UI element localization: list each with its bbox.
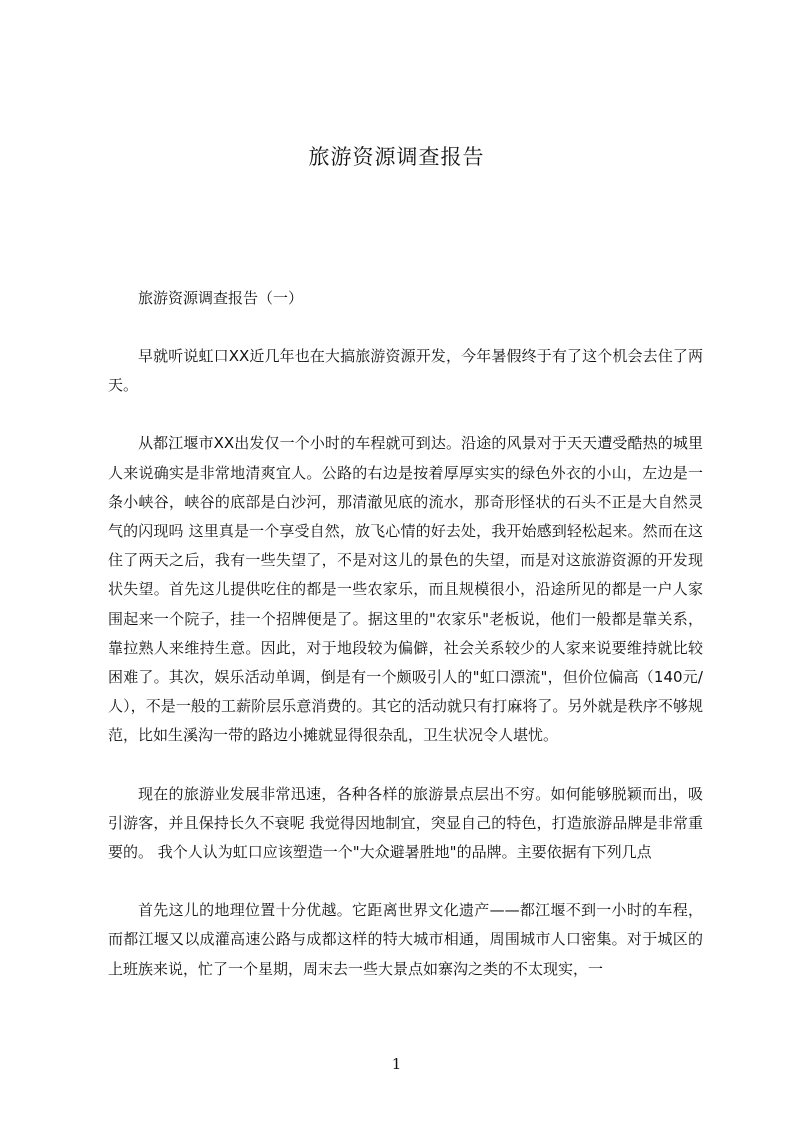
paragraph-intro: 早就听说虹口XX近几年也在大搞旅游资源开发，今年暑假终于有了这个机会去住了两天。 (108, 347, 703, 395)
paragraph-journey: 从都江堰市XX出发仅一个小时的车程就可到达。沿途的风景对于天天遭受酷热的城里人来说确实是非常地清爽宜人。公路的右边是按着厚厚实实的绿色外衣的小山，左边是一条小峡谷，峡谷的底部是白沙河，那清澈见底的流水，那奇形怪状的石头不正是大自然灵气的闪现吗 这里真是一个享受自然，放飞心情的好去处，我开始感到轻松起来。然而在这住了两天之后，我有一些失望了，不是对这儿的景色的失望，而是对这旅游资源的开发现状失望。首先这儿提供吃住的都是一些农家乐，而且规模很小，沿途所见的都是一户人家围起来一个院子，挂一个招牌便是了。据这里的"农家乐"老板说，他们一般都是靠关系，靠拉熟人来维持生意。因此，对于地段较为偏僻，社会关系较少的人家来说要维持就比较困难了。其次，娱乐活动单调，倒是有一个颇吸引人的"虹口漂流"，但价位偏高（140元/人），不是一般的工薪阶层乐意消费的。其它的活动就只有打麻将了。另外就是秩序不够规范，比如生溪沟一带的路边小摊就显得很杂乱，卫生状况令人堪忧。 (108, 434, 703, 745)
page-number: 1 (391, 1055, 402, 1073)
document-title: 旅游资源调查报告 (308, 145, 485, 169)
section-subtitle: 旅游资源调查报告（一） (138, 289, 304, 307)
paragraph-branding: 现在的旅游业发展非常迅速，各种各样的旅游景点层出不穷。如何能够脱颖而出，吸引游客，并且保持长久不衰呢 我觉得因地制宜，突显自己的特色，打造旅游品牌是非常重要的。 我个人认为虹口应该塑造一个"大众避暑胜地"的品牌。主要依据有下列几点 (108, 784, 703, 862)
paragraph-location: 首先这儿的地理位置十分优越。它距离世界文化遗产——都江堰不到一小时的车程，而都江堰又以成灌高速公路与成都这样的特大城市相通，周围城市人口密集。对于城区的上班族来说，忙了一个星期，周末去一些大景点如寨沟之类的不太现实，一 (108, 901, 703, 978)
document-body (108, 284, 703, 984)
